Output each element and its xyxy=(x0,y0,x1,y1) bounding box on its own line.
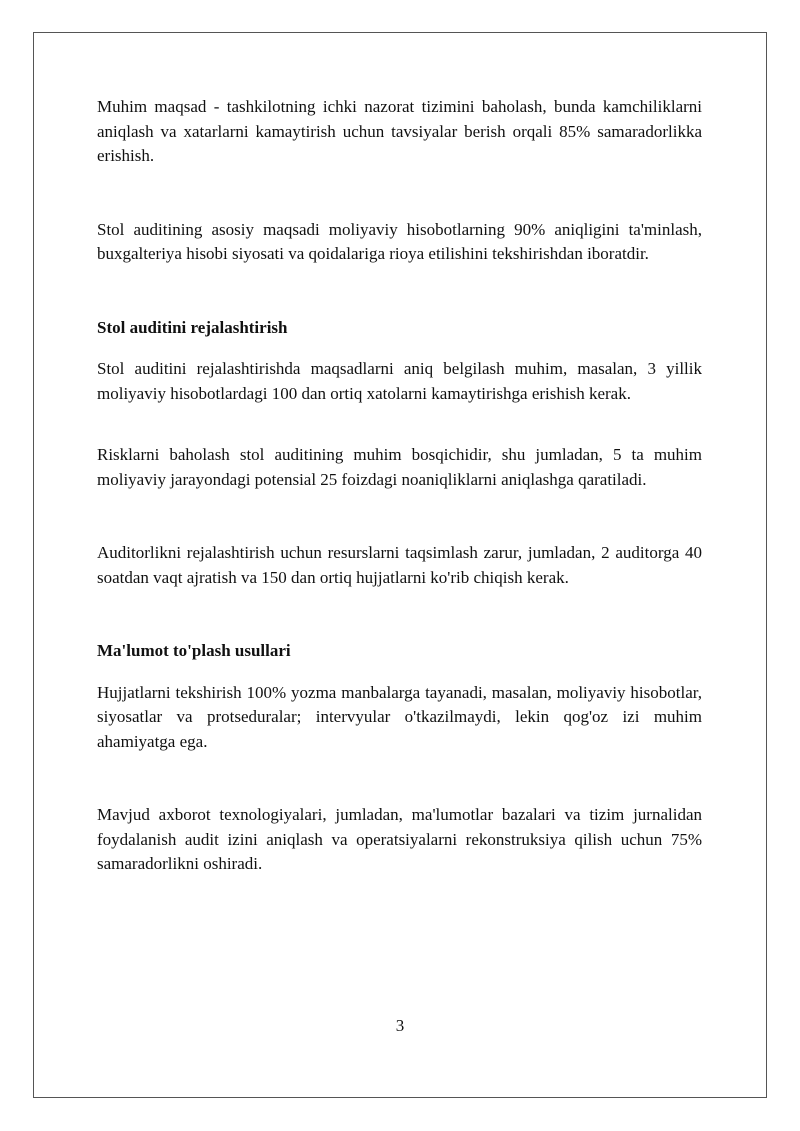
paragraph-resource-allocation: Auditorlikni rejalashtirish uchun resurslarni taqsimlash zarur, jumladan, 2 auditorga 40 soatdan vaqt ajratish va 150 dan ortiq hujjatlarni ko'rib chiqish kerak. xyxy=(97,543,702,587)
paragraph-risk-assessment: Risklarni baholash stol auditining muhim bosqichidir, shu jumladan, 5 ta muhim moliyaviy jarayondagi potensial 25 foizdagi noaniqliklarni aniqlashga qaratiladi. xyxy=(97,445,702,489)
heading-desk-audit-planning: Stol auditini rejalashtirish xyxy=(97,317,288,337)
paragraph-planning-objectives: Stol auditini rejalashtirishda maqsadlarni aniq belgilash muhim, masalan, 3 yillik moliyaviy hisobotlardagi 100 dan ortiq xatolarni kamaytirishga erishish kerak. xyxy=(97,359,702,403)
paragraph-document-review: Hujjatlarni tekshirish 100% yozma manbalarga tayanadi, masalan, moliyaviy hisobotlar, siyosatlar va protseduralar; intervyular o'tkazilmaydi, lekin qog'oz izi muhim ahamiyatga ega. xyxy=(97,682,702,751)
paragraph-information-technology: Mavjud axborot texnologiyalari, jumladan, ma'lumotlar bazalari va tizim jurnalidan foydalanish audit izini aniqlash va operatsiyalarni rekonstruksiya qilish uchun 75% samaradorlikni oshiradi. xyxy=(97,805,702,873)
page-number: 3 xyxy=(395,1016,405,1035)
heading-data-collection-methods: Ma'lumot to'plash usullari xyxy=(97,641,291,660)
paragraph-desk-audit-purpose: Stol auditining asosiy maqsadi moliyaviy hisobotlarning 90% aniqligini ta'minlash, buxgalteriya hisobi siyosati va qoidalariga rioya etilishini tekshirishdan iboratdir. xyxy=(97,219,702,263)
page-content xyxy=(97,95,702,877)
paragraph-internal-control-goal: Muhim maqsad - tashkilotning ichki nazorat tizimini baholash, bunda kamchiliklarni aniqlash va xatarlarni kamaytirish uchun tavsiyalar berish orqali 85% samaradorlikka erishish. xyxy=(97,97,702,165)
